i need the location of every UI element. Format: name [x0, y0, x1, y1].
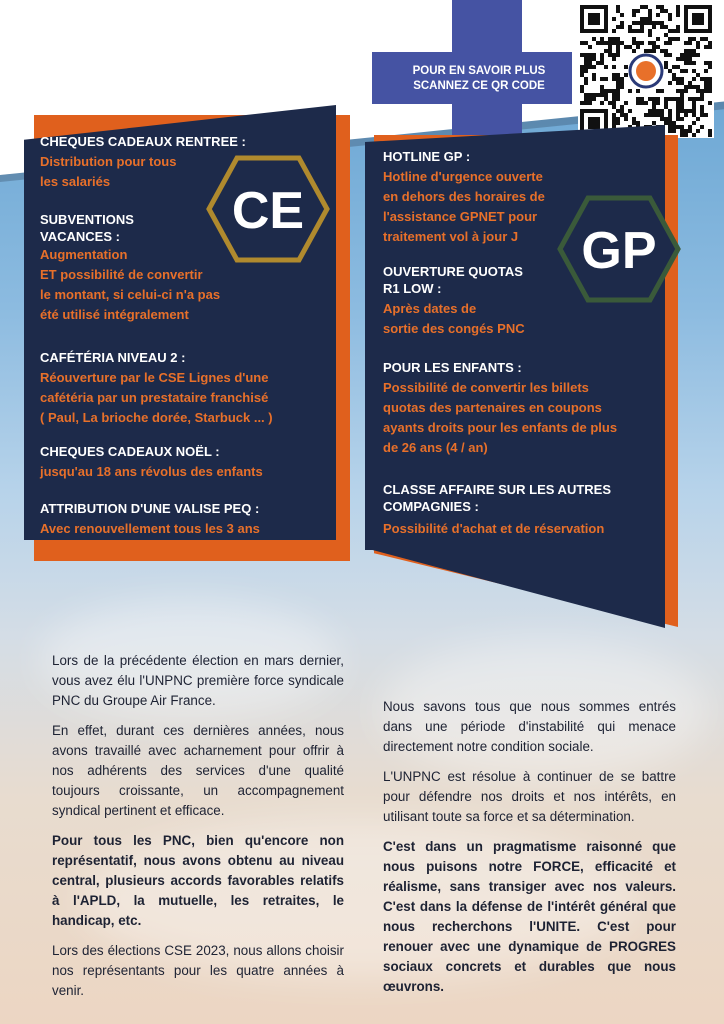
- body-paragraph-bold: Pour tous les PNC, bien qu'encore non représentatif, nous avons obtenu au niveau central, plusieurs accords favorables relatifs à l'APLD, la mutuelle, les retraites, le handicap, etc.: [52, 833, 344, 928]
- left-item-text: été utilisé intégralement: [40, 307, 189, 322]
- right-item-3: [383, 359, 658, 458]
- left-item-text: jusqu'au 18 ans révolus des enfants: [40, 464, 263, 479]
- body-paragraph-bold: C'est dans un pragmatisme raisonné que nous puisons notre FORCE, efficacité et réalisme, sans transiger avec nos valeurs. C'est dans la défense de l'intérêt général que nous recherchons l'UNITE. C'est pour renouer avec une dynamique de PROGRES sociaux concrets et durables que nous œuvrons.: [383, 839, 676, 994]
- left-item-5: [40, 500, 330, 539]
- qr-code-image: [578, 4, 714, 138]
- right-item-heading: POUR LES ENFANTS :: [383, 360, 522, 375]
- right-item-text: quotas des partenaires en coupons: [383, 400, 602, 415]
- body-right-column: [383, 697, 676, 1007]
- body-paragraph: Lors de la précédente élection en mars dernier, vous avez élu l'UNPNC première force syndicale PNC du Groupe Air France.: [52, 653, 344, 708]
- right-item-text: Après dates de: [383, 301, 477, 316]
- right-item-text: traitement vol à jour J: [383, 229, 519, 244]
- right-item-text: de 26 ans (4 / an): [383, 440, 488, 455]
- left-item-heading: CHEQUES CADEAUX NOËL :: [40, 444, 220, 459]
- body-paragraph: En effet, durant ces dernières années, nous avons travaillé avec acharnement pour offrir à nos adhérents des services d'une qualité toujours croissante, un accompagnement syndical pertinent et efficace.: [52, 723, 344, 818]
- left-item-text: ET possibilité de convertir: [40, 267, 203, 282]
- right-item-heading: CLASSE AFFAIRE SUR LES AUTRES: [383, 482, 612, 497]
- right-item-text: sortie des congés PNC: [383, 321, 525, 336]
- ce-badge-label: CE: [231, 182, 305, 240]
- right-item-heading: COMPAGNIES :: [383, 499, 479, 514]
- qr-code[interactable]: [578, 4, 714, 138]
- ce-hexagon-badge: [206, 155, 330, 263]
- left-item-heading: ATTRIBUTION D'UNE VALISE PEQ :: [40, 501, 260, 516]
- right-item-heading: OUVERTURE QUOTAS: [383, 264, 523, 279]
- right-item-4: [383, 481, 658, 539]
- left-item-4: [40, 443, 330, 482]
- left-item-text: Avec renouvellement tous les 3 ans: [40, 521, 260, 536]
- right-item-text: Possibilité de convertir les billets: [383, 380, 589, 395]
- left-item-text: le montant, si celui-ci n'a pas: [40, 287, 221, 302]
- qr-banner-line1: POUR EN SAVOIR PLUS: [412, 65, 546, 77]
- right-item-text: l'assistance GPNET pour: [383, 209, 538, 224]
- qr-banner-line2: SCANNEZ CE QR CODE: [413, 80, 545, 92]
- left-item-heading: SUBVENTIONS: [40, 212, 134, 227]
- left-item-text: Augmentation: [40, 247, 128, 262]
- left-item-text: Distribution pour tous: [40, 154, 177, 169]
- left-item-heading: VACANCES :: [40, 229, 120, 244]
- qr-banner: [390, 64, 568, 94]
- left-item-heading: CHEQUES CADEAUX RENTREE :: [40, 134, 246, 149]
- gp-badge-label: GP: [581, 222, 657, 280]
- right-item-text: en dehors des horaires de: [383, 189, 545, 204]
- left-item-text: cafétéria par un prestataire franchisé: [40, 390, 269, 405]
- left-item-text: les salariés: [40, 174, 111, 189]
- left-item-text: Réouverture par le CSE Lignes d'une: [40, 370, 269, 385]
- body-paragraph: Lors des élections CSE 2023, nous allons choisir nos représentants pour les quatre années à venir.: [52, 943, 344, 998]
- left-item-3: [40, 349, 332, 428]
- gp-hexagon-badge: [557, 195, 681, 303]
- body-left-column: [52, 651, 344, 1011]
- right-item-text: ayants droits pour les enfants de plus: [383, 420, 618, 435]
- left-item-text: ( Paul, La brioche dorée, Starbuck ... ): [40, 410, 273, 425]
- body-paragraph: Nous savons tous que nous sommes entrés dans une période d'instabilité qui menace directement notre condition sociale.: [383, 699, 676, 754]
- right-item-heading: R1 LOW :: [383, 281, 442, 296]
- right-item-text: Hotline d'urgence ouverte: [383, 169, 543, 184]
- left-item-heading: CAFÉTÉRIA NIVEAU 2 :: [40, 350, 186, 365]
- body-paragraph: L'UNPNC est résolue à continuer de se battre pour défendre nos droits et nos intérêts, en utilisant toute sa force et sa détermination.: [383, 769, 676, 824]
- right-item-heading: HOTLINE GP :: [383, 149, 471, 164]
- right-item-text: Possibilité d'achat et de réservation: [383, 521, 605, 536]
